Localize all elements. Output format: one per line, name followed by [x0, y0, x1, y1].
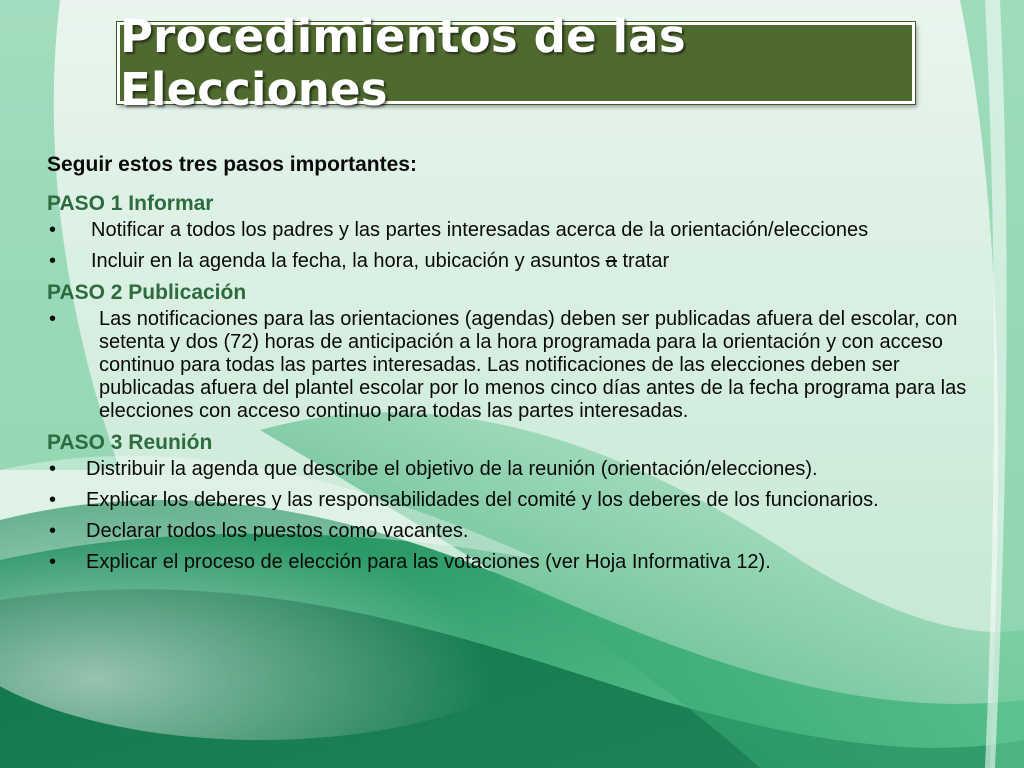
bullet-text: Distribuir la agenda que describe el objetivo de la reunión (orientación/elecciones). [86, 458, 818, 480]
intro-text: Seguir estos tres pasos importantes: [47, 153, 417, 176]
step-2-list [47, 308, 977, 423]
bullet-text: Explicar los deberes y las responsabilidades del comité y los deberes de los funcionarios. [86, 489, 879, 511]
bullet-text: Declarar todos los puestos como vacantes. [86, 520, 469, 542]
bullet-icon: • [49, 308, 57, 330]
bullet-icon: • [49, 520, 57, 542]
step-1-heading: PASO 1 Informar [47, 192, 214, 215]
step-2-heading: PASO 2 Publicación [47, 281, 247, 304]
step-1-list [47, 219, 977, 273]
bullet-text-part: Incluir en la agenda la fecha, la hora, ubicación y asuntos [91, 250, 606, 272]
content-area [47, 153, 977, 582]
list-item [47, 520, 977, 543]
title-box [117, 10, 915, 116]
step-3-heading: PASO 3 Reunión [47, 431, 213, 454]
step-3-list [47, 458, 977, 574]
list-item [47, 551, 977, 574]
bullet-icon: • [49, 458, 57, 480]
list-item [47, 458, 977, 481]
bullet-icon: • [49, 551, 57, 573]
list-item [47, 308, 977, 423]
list-item [47, 219, 977, 242]
bullet-icon: • [49, 250, 57, 272]
bullet-icon: • [49, 219, 57, 241]
bullet-text: Explicar el proceso de elección para las votaciones (ver Hoja Informativa 12). [86, 551, 771, 573]
bullet-text-part: tratar [616, 250, 670, 272]
struck-text: a [605, 250, 617, 272]
bullet-icon: • [49, 489, 57, 511]
bullet-text: Notificar a todos los padres y las partes interesadas acerca de la orientación/elecciones [91, 219, 869, 241]
list-item [47, 250, 977, 273]
bullet-text: Las notificaciones para las orientaciones (agendas) deben ser publicadas afuera del escolar, con setenta y dos (72) horas de anticipación a la hora programada para la orientación y con acceso continuo para todas las partes interesadas. Las notificaciones de las elecciones deben ser publicadas afuera del plantel escolar por lo menos cinco días antes de la fecha programa para las elecciones con acceso continuo para todas las partes interesadas. [99, 308, 967, 422]
list-item [47, 489, 977, 512]
slide-title: Procedimientos de las Elecciones [120, 10, 686, 116]
